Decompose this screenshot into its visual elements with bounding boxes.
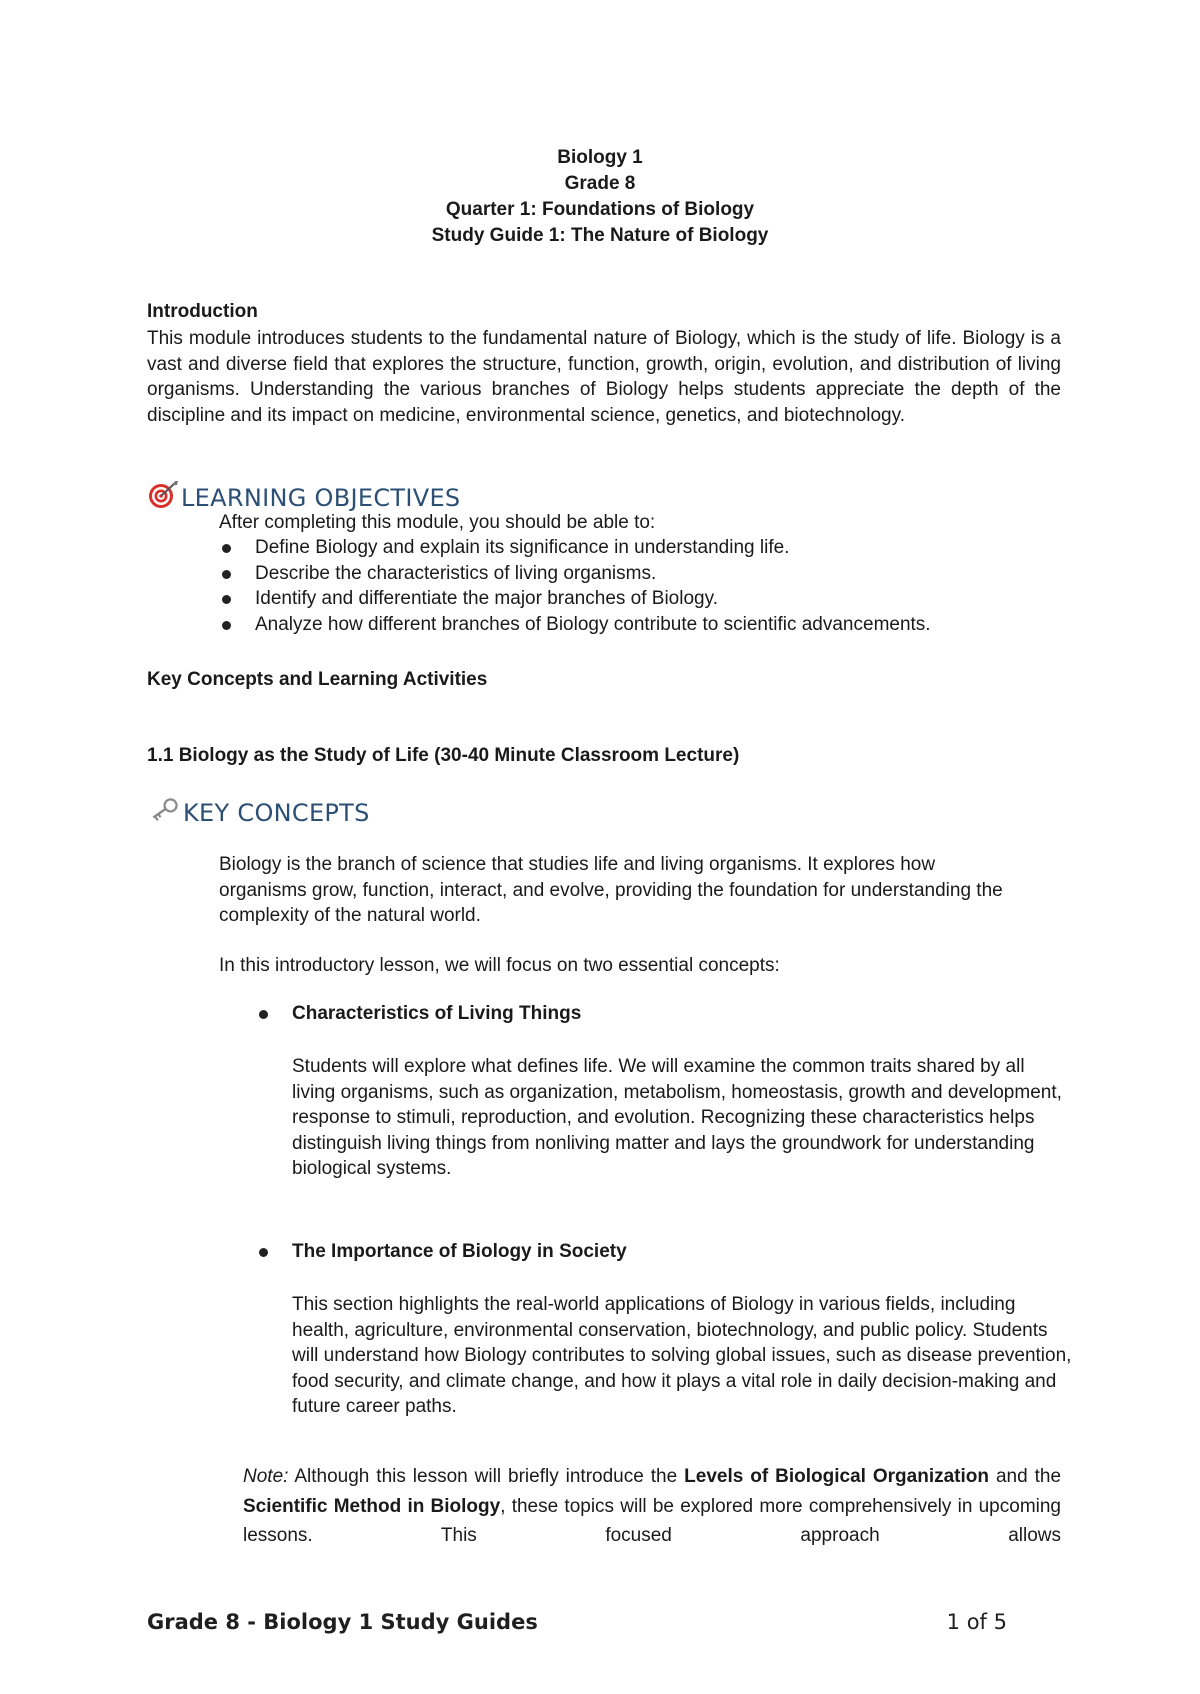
- bullet-icon: [222, 570, 231, 579]
- concept-text: This section highlights the real-world applications of Biology in various fields, including health, agriculture, environmental conservation, biotechnology, and public policy. Students will understand how Biology contributes to solving global issues, such as disease prevention, food security, and climate change, and how it plays a vital role in daily decision-making and future career paths.: [292, 1294, 1072, 1418]
- bullet-icon: [222, 621, 231, 630]
- grade-title: Grade 8: [564, 173, 636, 194]
- target-icon: [147, 480, 181, 516]
- list-item: Analyze how different branches of Biology contribute to scientific advancements.: [219, 612, 931, 638]
- concept-text: Students will explore what defines life. We will examine the common traits shared by all living organisms, such as organization, metabolism, homeostasis, growth and development, response to stimuli, reproduction, and evolution. Recognizing these characteristics helps distinguish living things from nonliving matter and lays the groundwork for understanding biological systems.: [292, 1056, 1062, 1180]
- list-item: Describe the characteristics of living organisms.: [219, 561, 931, 587]
- key-concepts-banner: [147, 796, 370, 830]
- key-concepts-label: KEY CONCEPTS: [183, 799, 370, 827]
- concept-title: Characteristics of Living Things: [292, 1003, 582, 1024]
- key-concepts-heading: Key Concepts and Learning Activities: [147, 669, 488, 690]
- study-guide-title: Study Guide 1: The Nature of Biology: [431, 225, 769, 246]
- bullet-icon: [222, 544, 231, 553]
- list-item: Define Biology and explain its significance in understanding life.: [219, 535, 931, 561]
- note-paragraph: Note: Although this lesson will briefly introduce the Levels of Biological Organization and the Scientific Method in Biology, these topics will be explored more comprehensively in upcoming lessons. This focused approach allows: [243, 1466, 1062, 1546]
- introduction-heading: Introduction: [147, 301, 258, 322]
- introduction-text: This module introduces students to the fundamental nature of Biology, which is the study of life. Biology is a vast and diverse field that explores the structure, function, growth, origin, evolution, and distribution of living organisms. Understanding the various branches of Biology helps students appreciate the depth of the discipline and its impact on medicine, environmental science, genetics, and biotechnology.: [147, 328, 1061, 426]
- objectives-lead: After completing this module, you should be able to:: [219, 512, 656, 533]
- concept-title: The Importance of Biology in Society: [292, 1241, 627, 1262]
- section-1-1-heading: 1.1 Biology as the Study of Life (30-40 Minute Classroom Lecture): [147, 745, 740, 766]
- learning-objectives-label: LEARNING OBJECTIVES: [181, 484, 461, 512]
- note-bold-term: Levels of Biological Organization: [684, 1466, 989, 1487]
- section-1-1-intro: Biology is the branch of science that studies life and living organisms. It explores how organisms grow, function, interact, and evolve, providing the foundation for understanding the complexity of the natural world.: [219, 854, 1003, 927]
- bullet-icon: [222, 595, 231, 604]
- list-item: Identify and differentiate the major branches of Biology.: [219, 586, 931, 612]
- note-label: Note:: [243, 1466, 289, 1487]
- note-bold-term: Scientific Method in Biology: [243, 1495, 501, 1517]
- quarter-title: Quarter 1: Foundations of Biology: [445, 199, 755, 220]
- objectives-list: [219, 535, 931, 637]
- section-1-1-lead: In this introductory lesson, we will focus on two essential concepts:: [219, 955, 780, 976]
- course-title: Biology 1: [557, 147, 643, 168]
- page-number: 1 of 5: [946, 1610, 1007, 1634]
- bullet-icon: [259, 1248, 268, 1257]
- bullet-icon: [259, 1010, 268, 1019]
- footer-title: Grade 8 - Biology 1 Study Guides: [147, 1610, 538, 1634]
- key-icon: [147, 796, 183, 830]
